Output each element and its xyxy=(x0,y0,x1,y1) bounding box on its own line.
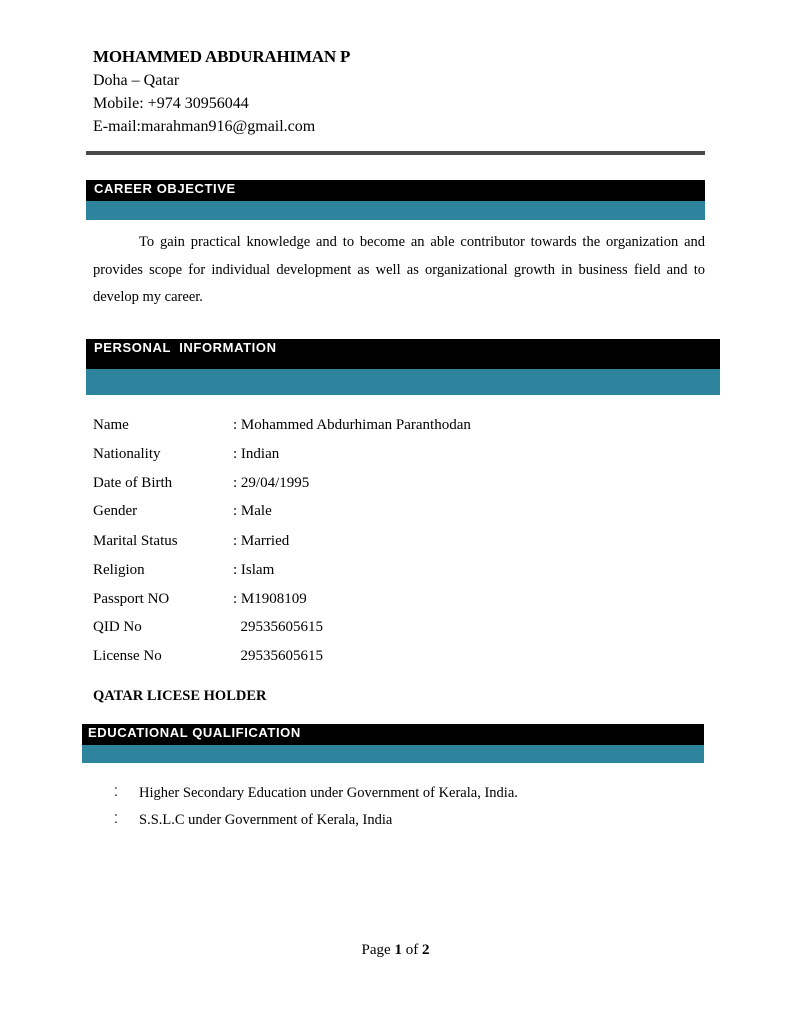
mobile-text: Mobile: +974 30956044 xyxy=(93,95,249,112)
education-item-text: Higher Secondary Education under Government of Kerala, India. xyxy=(139,785,518,801)
personal-info-heading: PERSONAL INFORMATION xyxy=(86,339,720,369)
education-heading: EDUCATIONAL QUALIFICATION xyxy=(82,724,704,745)
info-value: : Mohammed Abdurhiman Paranthodan xyxy=(233,417,471,433)
info-label: Religion xyxy=(93,562,145,578)
info-label: Gender xyxy=(93,503,138,519)
info-value: : Married xyxy=(233,533,290,549)
info-label: Nationality xyxy=(93,446,161,462)
bullet-icon: ⁚ xyxy=(114,812,118,826)
resume-name: MOHAMMED ABDURAHIMAN P xyxy=(93,47,351,66)
education-item-text: S.S.L.C under Government of Kerala, India xyxy=(139,812,393,828)
info-value: : Islam xyxy=(233,562,275,578)
info-label: Marital Status xyxy=(93,533,178,549)
personal-info-band xyxy=(86,369,720,395)
location-text: Doha – Qatar xyxy=(93,72,180,89)
page-number xyxy=(0,942,791,959)
info-value: 29535605615 xyxy=(233,648,323,664)
page-total: 2 xyxy=(421,942,430,958)
info-value: : 29/04/1995 xyxy=(233,475,310,491)
email-text: E-mail:marahman916@gmail.com xyxy=(93,118,316,135)
info-value: : Indian xyxy=(233,446,280,462)
info-value: : M1908109 xyxy=(233,591,307,607)
education-band xyxy=(82,745,704,763)
info-label: QID No xyxy=(93,619,142,635)
career-objective-band xyxy=(86,201,705,220)
bullet-icon: ⁚ xyxy=(114,785,118,799)
page-prefix: Page xyxy=(361,942,395,958)
license-holder-note: QATAR LICESE HOLDER xyxy=(93,688,267,704)
info-label: Date of Birth xyxy=(93,475,173,491)
page-current: 1 xyxy=(394,942,402,958)
career-objective-heading: CAREER OBJECTIVE xyxy=(86,180,705,201)
info-value: : Male xyxy=(233,503,272,519)
page-of: of xyxy=(401,942,422,958)
header-divider xyxy=(86,151,705,155)
career-objective-text: To gain practical knowledge and to become an able contributor towards the organization and provides scope for individual development as well as organizational growth in business field and to develop my career. xyxy=(93,234,705,305)
info-label: License No xyxy=(93,648,162,664)
info-value: 29535605615 xyxy=(233,619,323,635)
info-label: Name xyxy=(93,417,129,433)
info-label: Passport NO xyxy=(93,591,170,607)
